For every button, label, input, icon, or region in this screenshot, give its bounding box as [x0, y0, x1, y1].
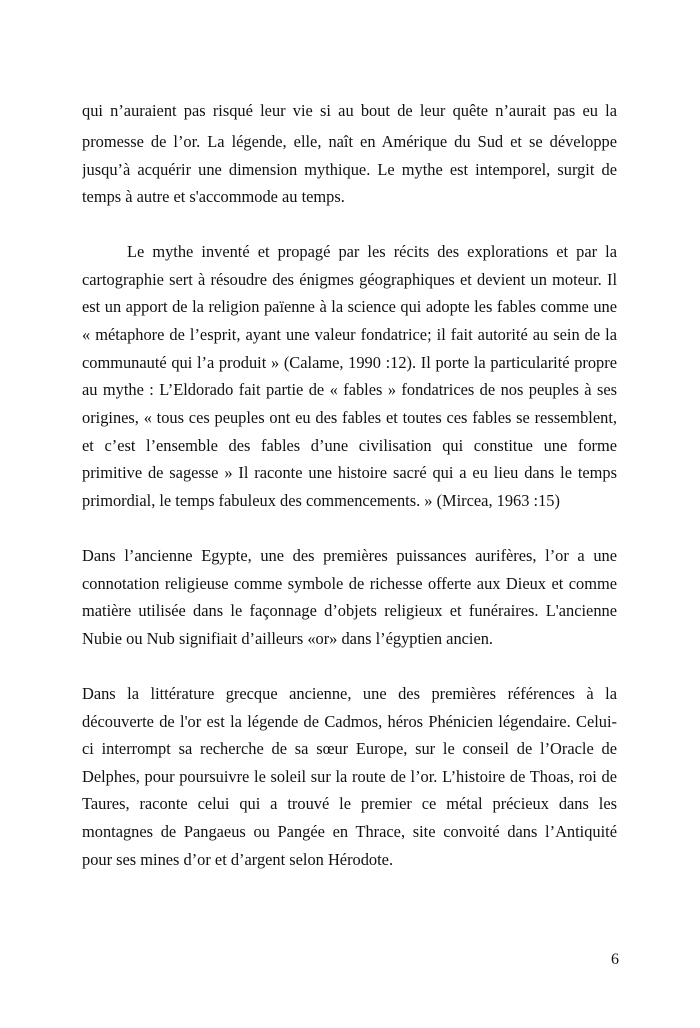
paragraph-3-line-2: connotation religieuse comme symbole de richesse offerte aux Dieux et comme	[82, 574, 617, 593]
paragraph-2-line-3: est un apport de la religion païenne à la science qui adopte les fables comme une	[82, 297, 617, 316]
paragraph-2-line-1: Le mythe inventé et propagé par les récits des explorations et par la	[127, 242, 617, 261]
paragraph-1-line-2: promesse de l’or. La légende, elle, naît en Amérique du Sud et se développe	[82, 132, 617, 151]
paragraph-4-line-7: pour ses mines d’or et d’argent selon Hérodote.	[82, 850, 394, 869]
paragraph-2-line-5: communauté qui l’a produit » (Calame, 1990 :12). Il porte la particularité propre	[82, 353, 617, 372]
paragraph-4-line-6: montagnes de Pangaeus ou Pangée en Thrace, site convoité dans l’Antiquité	[82, 822, 617, 841]
paragraph-2-line-6: au mythe : L’Eldorado fait partie de « fables » fondatrices de nos peuples à ses	[82, 380, 617, 399]
paragraph-2-line-4: « métaphore de l’esprit, ayant une valeur fondatrice; il fait autorité au sein de la	[82, 325, 617, 344]
paragraph-4-line-2: découverte de l'or est la légende de Cadmos, héros Phénicien légendaire. Celui-	[82, 712, 617, 731]
paragraph-3-line-3: matière utilisée dans le façonnage d’objets religieux et funéraires. L'ancienne	[82, 601, 617, 620]
paragraph-1-line-4: temps à autre et s'accommode au temps.	[82, 187, 345, 206]
paragraph-4-line-1: Dans la littérature grecque ancienne, une des premières références à la	[82, 684, 617, 703]
paragraph-3-line-4: Nubie ou Nub signifiait d’ailleurs «or» dans l’égyptien ancien.	[82, 629, 494, 648]
paragraph-2-line-7: origines, « tous ces peuples ont eu des fables et toutes ces fables se ressemblent,	[82, 408, 617, 427]
paragraph-2-line-8: et c’est l’ensemble des fables d’une civilisation qui constitue une forme	[82, 436, 617, 455]
paragraph-2-line-2: cartographie sert à résoudre des énigmes géographiques et devient un moteur. Il	[82, 270, 617, 289]
paragraph-4-line-4: Delphes, pour poursuivre le soleil sur la route de l’or. L’histoire de Thoas, roi de	[82, 767, 617, 786]
page-number: 6	[611, 951, 619, 968]
paragraph-2-line-10: primordial, le temps fabuleux des commencements. » (Mircea, 1963 :15)	[82, 491, 560, 510]
paragraph-1-line-1: qui n’auraient pas risqué leur vie si au bout de leur quête n’aurait pas eu la	[82, 101, 617, 120]
paragraph-1-line-3: jusqu’à acquérir une dimension mythique. Le mythe est intemporel, surgit de	[82, 160, 617, 179]
paragraph-3-line-1: Dans l’ancienne Egypte, une des premières puissances aurifères, l’or a une	[82, 546, 617, 565]
paragraph-2-line-9: primitive de sagesse » Il raconte une histoire sacré qui a eu lieu dans le temps	[82, 463, 617, 482]
paragraph-4-line-5: Taures, raconte celui qui a trouvé le premier ce métal précieux dans les	[82, 794, 617, 813]
paragraph-4-line-3: ci interrompt sa recherche de sa sœur Europe, sur le conseil de l’Oracle de	[82, 739, 617, 758]
